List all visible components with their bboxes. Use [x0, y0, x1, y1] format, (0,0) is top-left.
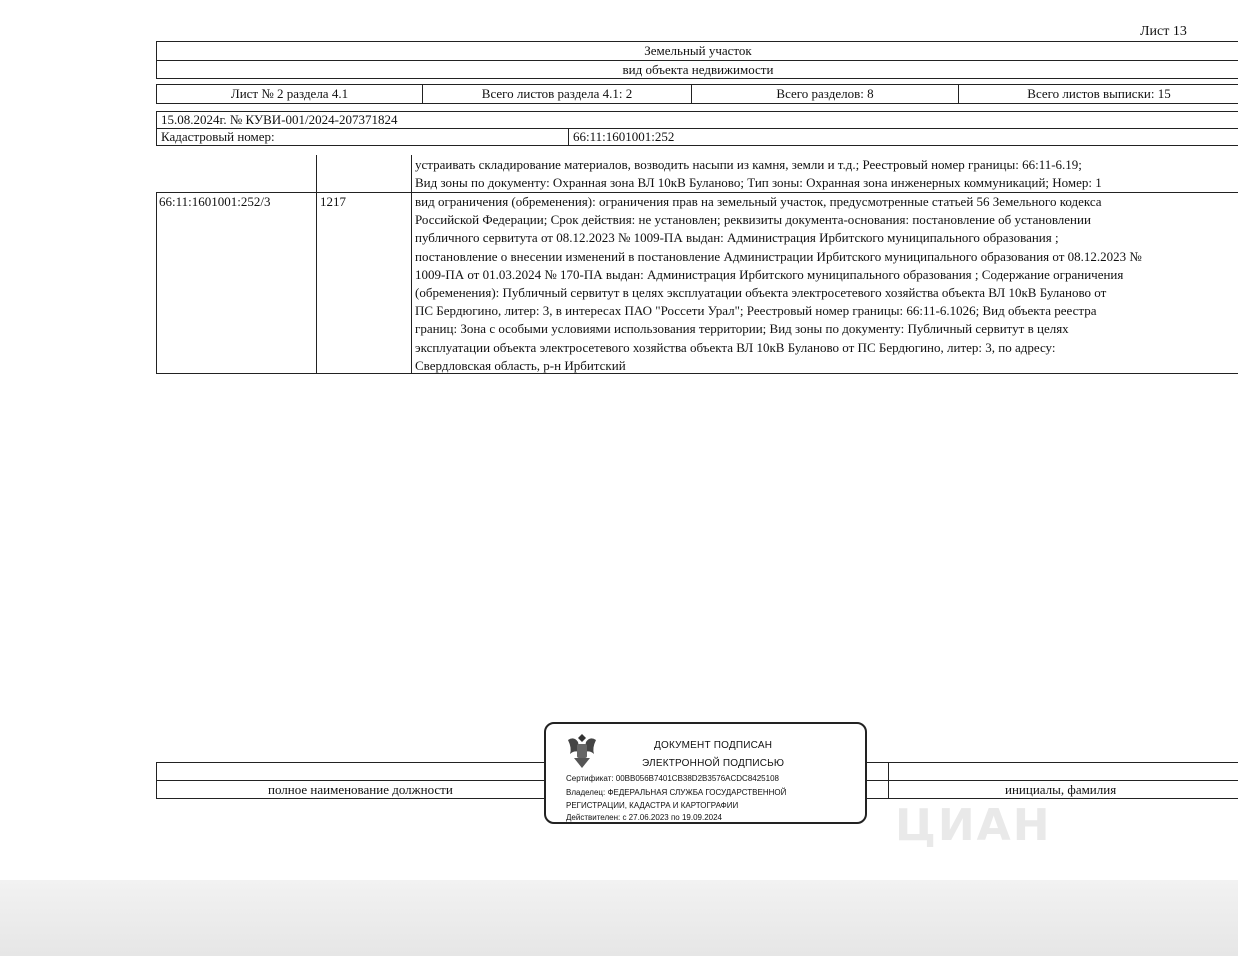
signature-line-top-right — [866, 762, 1238, 763]
object-type: вид объекта недвижимости — [156, 60, 1238, 79]
stamp-title-line1: ДОКУМЕНТ ПОДПИСАН — [654, 740, 773, 751]
section-total-cell: Всего листов раздела 4.1: 2 — [422, 84, 692, 104]
cadastral-value: 66:11:1601001:252 — [573, 129, 675, 144]
table-divider-2 — [411, 155, 412, 374]
sections-total-cell: Всего разделов: 8 — [691, 84, 959, 104]
text-line: публичного сервитута от 08.12.2023 № 1009-ПА выдан: Администрация Ирбитского муниципального образования ; — [415, 230, 1059, 246]
stamp-owner-line1: Владелец: ФЕДЕРАЛЬНАЯ СЛУЖБА ГОСУДАРСТВЕННОЙ — [566, 788, 787, 797]
page-bottom-shade — [0, 880, 1238, 956]
stamp-certificate: Сертификат: 00BB056B7401CB38D2B3576ACDC8425108 — [566, 774, 779, 783]
sheet-info-row — [156, 84, 1238, 104]
stamp-title-line2: ЭЛЕКТРОННОЙ ПОДПИСЬЮ — [642, 758, 785, 769]
signature-line-mid-left — [156, 780, 546, 781]
encumbrance-table — [156, 155, 1238, 374]
stamp-owner-line2: РЕГИСТРАЦИИ, КАДАСТРА И КАРТОГРАФИИ — [566, 801, 739, 810]
text-line: границ: Зона с особыми условиями использования территории; Вид зоны по документу: Публичный сервитут в целях — [415, 321, 1069, 337]
table-divider-1 — [316, 155, 317, 374]
sheet-number: Лист 13 — [1140, 24, 1187, 39]
signature-line-bottom-right — [866, 798, 1238, 799]
position-caption: полное наименование должности — [268, 782, 453, 797]
table-border-left — [156, 192, 157, 374]
text-line: вид ограничения (обременения): ограничения прав на земельный участок, предусмотренные статьей 56 Земельного кодекса — [415, 194, 1102, 209]
text-line: 1009-ПА от 01.03.2024 № 170-ПА выдан: Администрация Ирбитского муниципального образования ; Содержание ограничения — [415, 266, 1124, 282]
continued-row-text — [415, 156, 1102, 192]
section-sheet-cell: Лист № 2 раздела 4.1 — [156, 84, 423, 104]
watermark: ЦИАН — [895, 800, 1052, 851]
extract-date-number: 15.08.2024г. № КУВИ-001/2024-207371824 — [156, 111, 1238, 129]
part-number: 66:11:1601001:252/3 — [159, 194, 271, 209]
signature-left-border — [156, 762, 157, 799]
coat-of-arms-icon — [564, 730, 600, 770]
signature-line-bottom-left — [156, 798, 546, 799]
text-line: Свердловская область, р-н Ирбитский — [415, 357, 626, 373]
cadastral-label: Кадастровый номер: — [157, 129, 569, 145]
name-caption: инициалы, фамилия — [1005, 782, 1117, 797]
extract-sheets-cell: Всего листов выписки: 15 — [958, 84, 1238, 104]
cadastral-row — [156, 128, 1238, 146]
text-line: эксплуатации объекта электросетевого хозяйства объекта ВЛ 10кВ Буланово от ПС Бердюгино, литер: 3, по адресу: — [415, 339, 1056, 355]
signature-line-mid-right — [866, 780, 1238, 781]
stamp-validity: Действителен: с 27.06.2023 по 19.09.2024 — [566, 813, 722, 822]
object-title: Земельный участок — [156, 41, 1238, 61]
signature-right-divider — [888, 762, 889, 799]
area-value: 1217 — [320, 194, 346, 209]
text-line: постановление о внесении изменений в постановление Администрации Ирбитского муниципального образования от 08.12.2023 № — [415, 248, 1142, 264]
encumbrance-description — [415, 193, 1142, 375]
text-line: ПС Бердюгино, литер: 3, в интересах ПАО "Россети Урал"; Реестровый номер границы: 66:11-6.1026; Вид объекта реестра — [415, 303, 1097, 319]
electronic-signature-stamp — [544, 722, 867, 824]
signature-line-top-left — [156, 762, 546, 763]
text-line: Вид зоны по документу: Охранная зона ВЛ 10кВ Буланово; Тип зоны: Охранная зона инженерных коммуникаций; Номер: 1 — [415, 175, 1102, 191]
text-line: (обременения): Публичный сервитут в целях эксплуатации объекта электросетевого хозяйства объекта ВЛ 10кВ Буланово от — [415, 285, 1107, 301]
text-line: Российской Федерации; Срок действия: не установлен; реквизиты документа-основания: постановление об установлении — [415, 212, 1091, 228]
text-line: устраивать складирование материалов, возводить насыпи из камня, земли и т.д.; Реестровый номер границы: 66:11-6.19; — [415, 157, 1082, 172]
